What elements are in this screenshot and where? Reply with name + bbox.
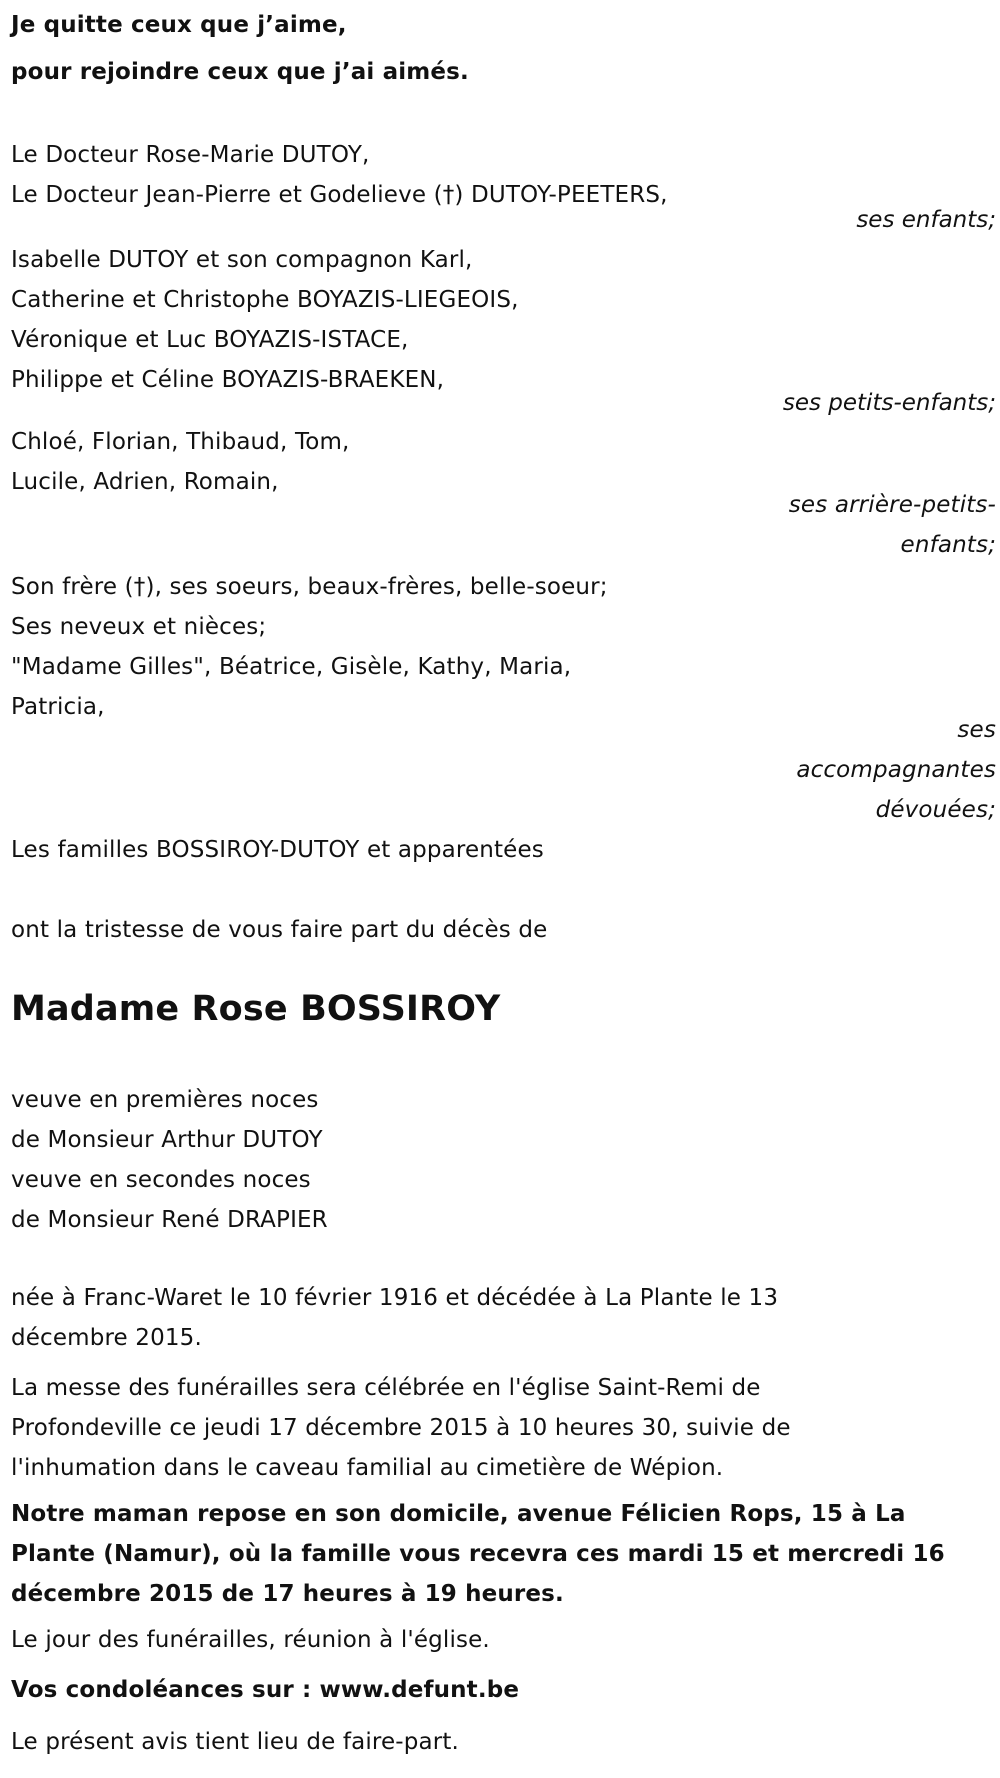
children-line: Le Docteur Jean-Pierre et Godelieve (†) DUTOY-PEETERS, xyxy=(11,182,668,208)
others-line: Patricia, xyxy=(11,694,105,720)
role-line: ses arrière-petits- xyxy=(788,492,996,518)
funeral-mass-line: La messe des funérailles sera célébrée en l'église Saint-Remi de xyxy=(11,1375,761,1401)
great-grandchildren-line: Lucile, Adrien, Romain, xyxy=(11,469,279,495)
visitation-line: Plante (Namur), où la famille vous recevra ces mardi 15 et mercredi 16 xyxy=(11,1541,945,1567)
others-line: Ses neveux et nièces; xyxy=(11,614,267,640)
announcement-text: ont la tristesse de vous faire part du décès de xyxy=(11,917,548,943)
others-role xyxy=(796,710,996,830)
epigraph xyxy=(11,5,996,92)
grandchildren-line: Catherine et Christophe BOYAZIS-LIEGEOIS, xyxy=(11,287,519,313)
others-line: "Madame Gilles", Béatrice, Gisèle, Kathy, Maria, xyxy=(11,654,572,680)
widow-line: de Monsieur Arthur DUTOY xyxy=(11,1127,323,1153)
epigraph-line: Je quitte ceux que j’aime, xyxy=(11,12,347,38)
role-line: ses xyxy=(957,717,996,743)
widow-line: veuve en premières noces xyxy=(11,1087,319,1113)
notice-text: Le présent avis tient lieu de faire-part. xyxy=(11,1729,459,1755)
condolences-text: Vos condoléances sur : www.defunt.be xyxy=(11,1677,520,1703)
visitation-line: décembre 2015 de 17 heures à 19 heures. xyxy=(11,1581,564,1607)
meeting xyxy=(11,1620,996,1660)
funeral-mass xyxy=(11,1368,996,1488)
families-line xyxy=(11,830,996,870)
children-list xyxy=(11,135,996,215)
widow-info xyxy=(11,1080,996,1240)
funeral-mass-line: Profondeville ce jeudi 17 décembre 2015 à 10 heures 30, suivie de xyxy=(11,1415,791,1441)
announcement xyxy=(11,910,996,950)
widow-line: de Monsieur René DRAPIER xyxy=(11,1207,328,1233)
visitation-line: Notre maman repose en son domicile, avenue Félicien Rops, 15 à La xyxy=(11,1501,906,1527)
grandchildren-role: ses petits-enfants; xyxy=(782,390,996,416)
grandchildren-list xyxy=(11,240,996,400)
grandchildren-line: Philippe et Céline BOYAZIS-BRAEKEN, xyxy=(11,367,445,393)
grandchildren-line: Véronique et Luc BOYAZIS-ISTACE, xyxy=(11,327,409,353)
deceased-name xyxy=(11,985,996,1033)
children-line: Le Docteur Rose-Marie DUTOY, xyxy=(11,142,370,168)
children-role: ses enfants; xyxy=(856,207,996,233)
birth-death xyxy=(11,1278,996,1358)
role-line: accompagnantes xyxy=(796,757,996,783)
great-grandchildren-role xyxy=(789,485,996,565)
grandchildren-line: Isabelle DUTOY et son compagnon Karl, xyxy=(11,247,473,273)
birth-death-line: décembre 2015. xyxy=(11,1325,202,1351)
notice xyxy=(11,1722,996,1762)
condolences xyxy=(11,1670,996,1710)
funeral-mass-line: l'inhumation dans le caveau familial au cimetière de Wépion. xyxy=(11,1455,724,1481)
meeting-text: Le jour des funérailles, réunion à l'église. xyxy=(11,1627,490,1653)
others-line: Son frère (†), ses soeurs, beaux-frères, belle-soeur; xyxy=(11,574,608,600)
deceased-name-text: Madame Rose BOSSIROY xyxy=(11,989,501,1029)
birth-death-line: née à Franc-Waret le 10 février 1916 et décédée à La Plante le 13 xyxy=(11,1285,779,1311)
visitation xyxy=(11,1494,996,1614)
others-list xyxy=(11,567,996,727)
widow-line: veuve en secondes noces xyxy=(11,1167,311,1193)
epigraph-line: pour rejoindre ceux que j’ai aimés. xyxy=(11,59,469,85)
role-line: enfants; xyxy=(900,532,996,558)
great-grandchildren-line: Chloé, Florian, Thibaud, Tom, xyxy=(11,429,350,455)
families-text: Les familles BOSSIROY-DUTOY et apparentées xyxy=(11,837,544,863)
role-line: dévouées; xyxy=(875,797,996,823)
